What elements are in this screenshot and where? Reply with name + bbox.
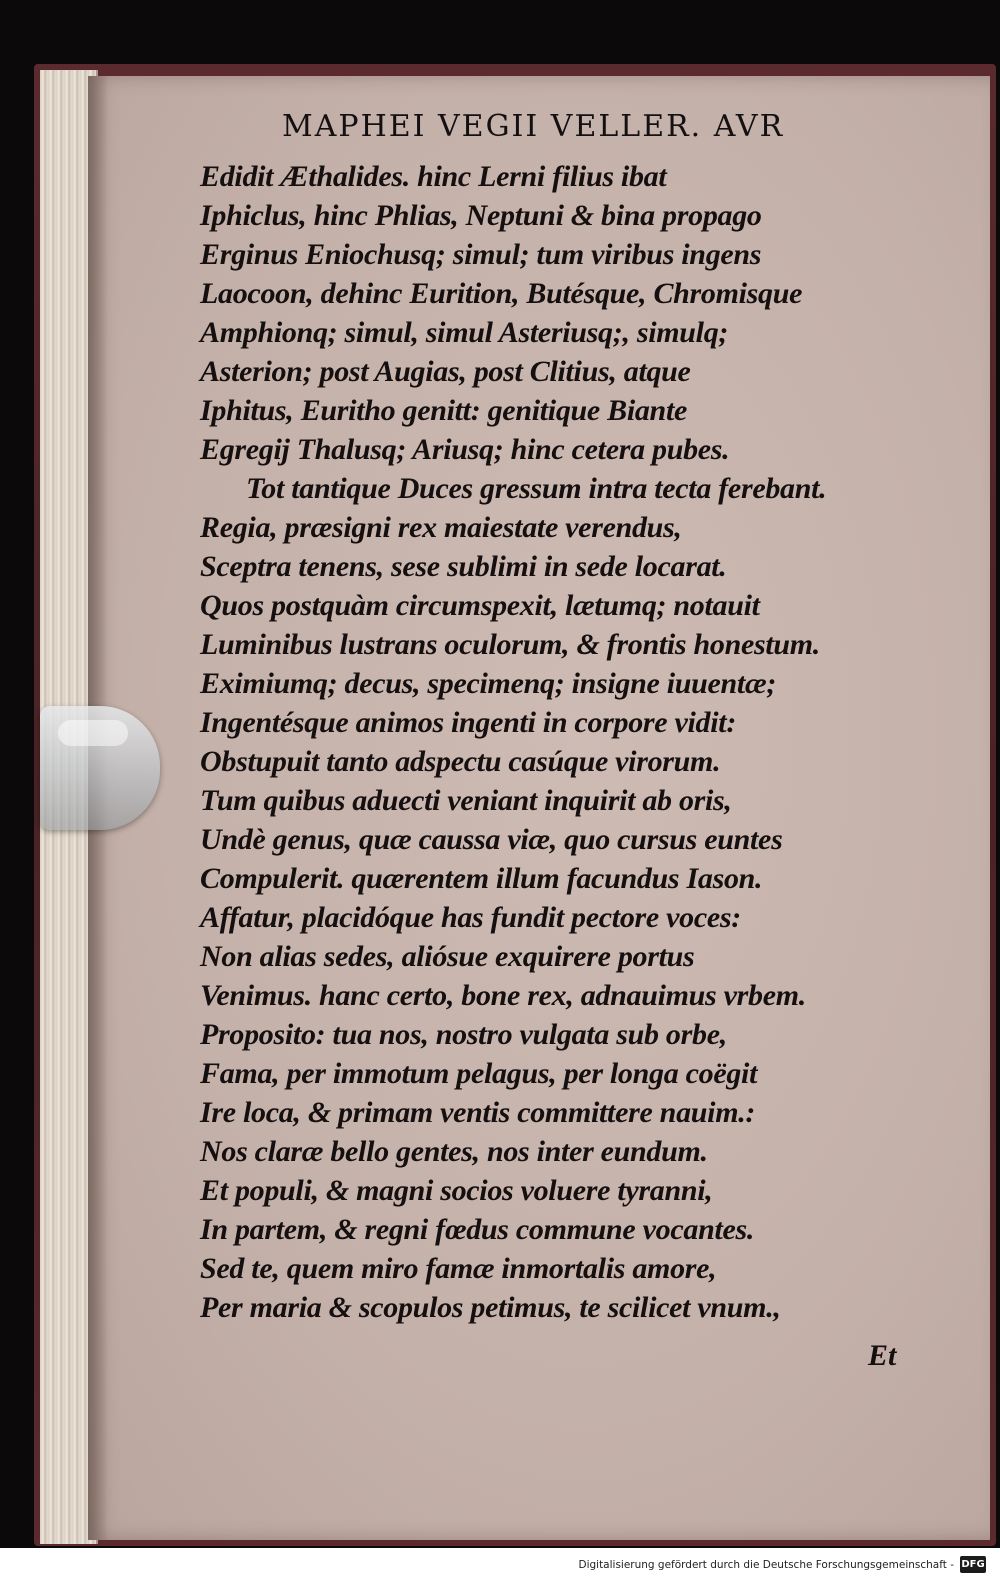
running-head: MAPHEI VEGII VELLER. AVR <box>282 109 785 144</box>
verse-line: In partem, & regni fœdus commune vocantes. <box>200 1213 755 1246</box>
verse-line: Non alias sedes, aliósue exquirere portus <box>200 940 695 973</box>
dfg-logo: DFG <box>960 1556 986 1573</box>
verse-line: Iphitus, Euritho genitt: genitique Biante <box>200 394 687 427</box>
verse-line: Obstupuit tanto adspectu casúque virorum. <box>200 745 721 778</box>
catchword: Et <box>868 1339 897 1372</box>
verse-line: Per maria & scopulos petimus, te scilicet vnum., <box>200 1291 781 1324</box>
verse-line: Proposito: tua nos, nostro vulgata sub orbe, <box>200 1018 727 1051</box>
verse-line: Affatur, placidóque has fundit pectore voces: <box>200 901 741 934</box>
verse-line: Egregij Thalusq; Ariusq; hinc cetera pubes. <box>200 433 730 466</box>
verse-line: Sed te, quem miro famæ inmortalis amore, <box>200 1252 717 1285</box>
verse-line: Ingentésque animos ingenti in corpore vidit: <box>200 706 737 739</box>
verse-line: Erginus Eniochusq; simul; tum viribus ingens <box>200 238 762 271</box>
verse-line: Ire loca, & primam ventis committere nauim.: <box>200 1096 756 1129</box>
verse-line: Fama, per immotum pelagus, per longa coëgit <box>200 1057 758 1090</box>
verse-line: Amphionq; simul, simul Asteriusq;, simulq; <box>200 316 729 349</box>
verse-line: Iphiclus, hinc Phlias, Neptuni & bina propago <box>200 199 762 232</box>
verse-line: Luminibus lustrans oculorum, & frontis honestum. <box>200 628 820 661</box>
verse-line: Compulerit. quærentem illum facundus Iason. <box>200 862 763 895</box>
funding-credit: Digitalisierung gefördert durch die Deutsche Forschungsgemeinschaft - <box>578 1559 954 1571</box>
verse-line: Tum quibus aduecti veniant inquirit ab oris, <box>200 784 732 817</box>
verse-line: Asterion; post Augias, post Clitius, atque <box>200 355 691 388</box>
verse-line: Laocoon, dehinc Eurition, Butésque, Chromisque <box>200 277 803 310</box>
verse-line: Et populi, & magni socios voluere tyranni, <box>200 1174 713 1207</box>
verse-line: Venimus. hanc certo, bone rex, adnauimus vrbem. <box>200 979 806 1012</box>
verse-line: Regia, præsigni rex maiestate verendus, <box>200 511 682 544</box>
verse-line: Edidit Æthalides. hinc Lerni filius ibat <box>200 160 667 193</box>
verse-line: Quos postquàm circumspexit, lætumq; notauit <box>200 589 760 622</box>
verse-line: Eximiumq; decus, specimenq; insigne iuuentæ; <box>200 667 777 700</box>
verse-line: Tot tantique Duces gressum intra tecta ferebant. <box>246 472 827 505</box>
verse-line: Sceptra tenens, sese sublimi in sede locarat. <box>200 550 727 583</box>
verse-line: Nos claræ bello gentes, nos inter eundum. <box>200 1135 708 1168</box>
verse-line: Undè genus, quæ caussa viæ, quo cursus euntes <box>200 823 783 856</box>
